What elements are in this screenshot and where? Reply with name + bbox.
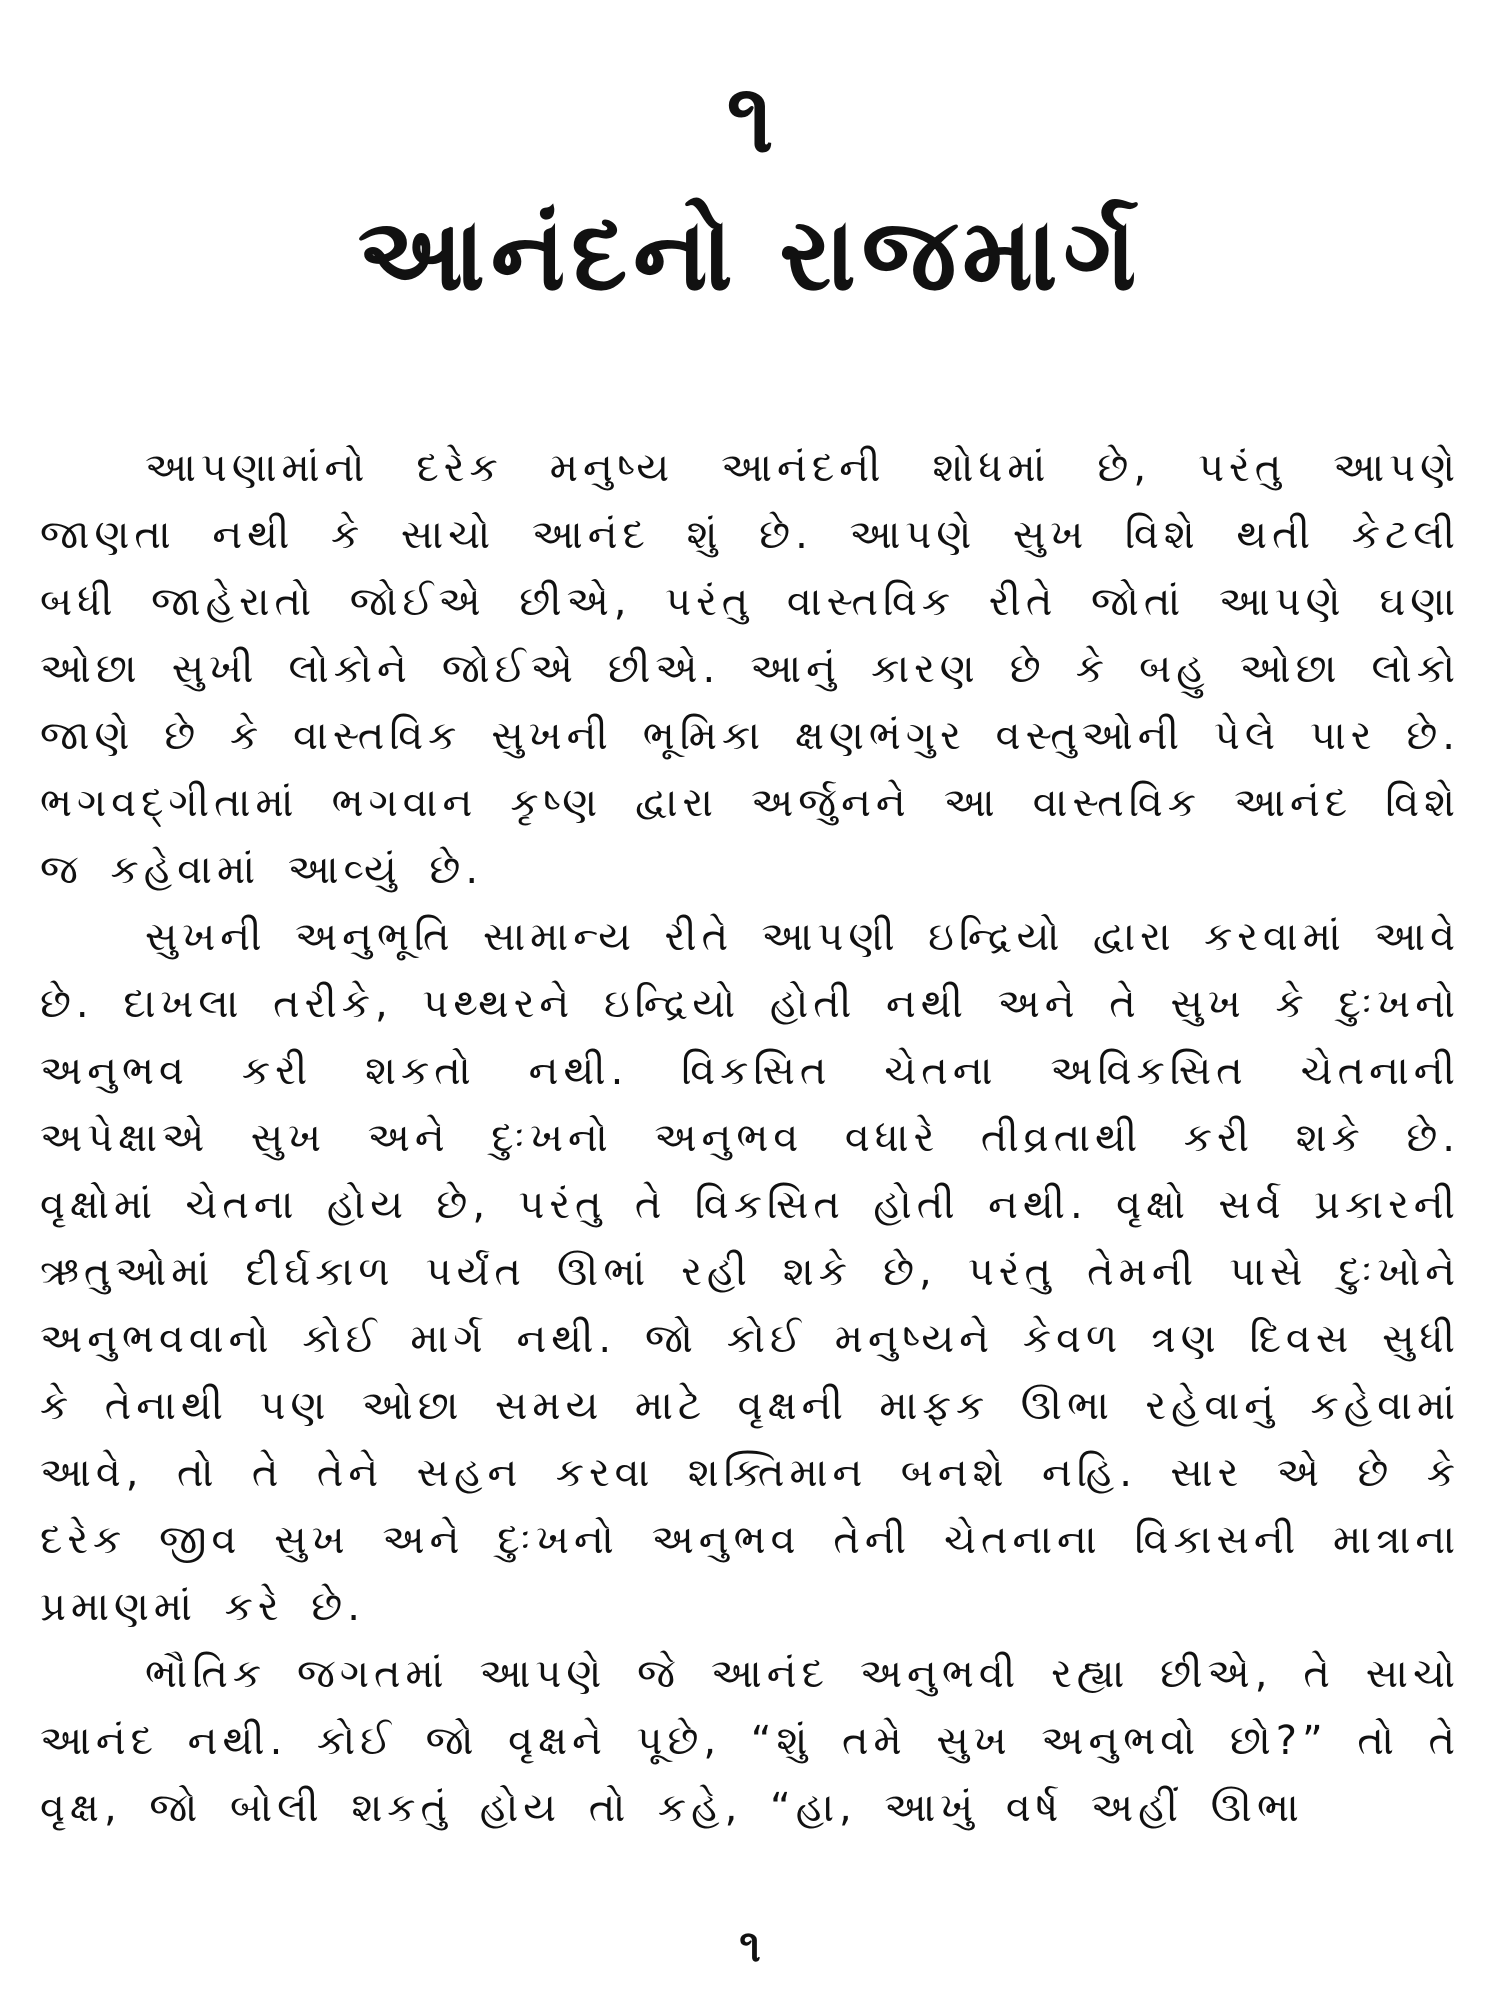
page-number: ૧ [739,1921,761,1972]
paragraph-2: સુખની અનુભૂતિ સામાન્ય રીતે આપણી ઇન્દ્રિયો દ્વારા કરવામાં આવે છે. દાખલા તરીકે, પથ્થરને ઇન્દ્રિયો હોતી નથી અને તે સુખ કે દુઃખનો અનુભવ કરી શકતો નથી. વિકસિત ચેતના અવિકસિત ચેતનાની અપેક્ષાએ સુખ અને દુઃખનો અનુભવ વધારે તીવ્રતાથી કરી શકે છે. વૃક્ષોમાં ચેતના હોય છે, પરંતુ તે વિકસિત હોતી નથી. વૃક્ષો સર્વ પ્રકારની ઋતુઓમાં દીર્ઘકાળ પર્યંત ઊભાં રહી શકે છે, પરંતુ તેમની પાસે દુઃખોને અનુભવવાનો કોઈ માર્ગ નથી. જો કોઈ મનુષ્યને કેવળ ત્રણ દિવસ સુધી કે તેનાથી પણ ઓછા સમય માટે વૃક્ષની માફક ઊભા રહેવાનું કહેવામાં આવે, તો તે તેને સહન કરવા શક્તિમાન બનશે નહિ. સાર એ છે કે દરેક જીવ સુખ અને દુઃખનો અનુભવ તેની ચેતનાના વિકાસની માત્રાના પ્રમાણમાં કરે છે. [40,914,1460,1630]
paragraph-3: ભૌતિક જગતમાં આપણે જે આનંદ અનુભવી રહ્યા છીએ, તે સાચો આનંદ નથી. કોઈ જો વૃક્ષને પૂછે, “શું તમે સુખ અનુભવો છો?” તો તે વૃક્ષ, જો બોલી શકતું હોય તો કહે, “હા, આખું વર્ષ અહીં ઊભા [40,1651,1460,1831]
body-text [40,435,1460,1842]
chapter-title: આનંદનો રાજમાર્ગ [357,196,1143,313]
paragraph-1: આપણામાંનો દરેક મનુષ્ય આનંદની શોધમાં છે, પરંતુ આપણે જાણતા નથી કે સાચો આનંદ શું છે. આપણે સુખ વિશે થતી કેટલી બધી જાહેરાતો જોઈએ છીએ, પરંતુ વાસ્તવિક રીતે જોતાં આપણે ઘણા ઓછા સુખી લોકોને જોઈએ છીએ. આનું કારણ છે કે બહુ ઓછા લોકો જાણે છે કે વાસ્તવિક સુખની ભૂમિકા ક્ષણભંગુર વસ્તુઓની પેલે પાર છે. ભગવદ્ગીતામાં ભગવાન કૃષ્ણ દ્વારા અર્જુનને આ વાસ્તવિક આનંદ વિશે જ કહેવામાં આવ્યું છે. [40,445,1460,893]
chapter-number: ૧ [726,62,774,174]
